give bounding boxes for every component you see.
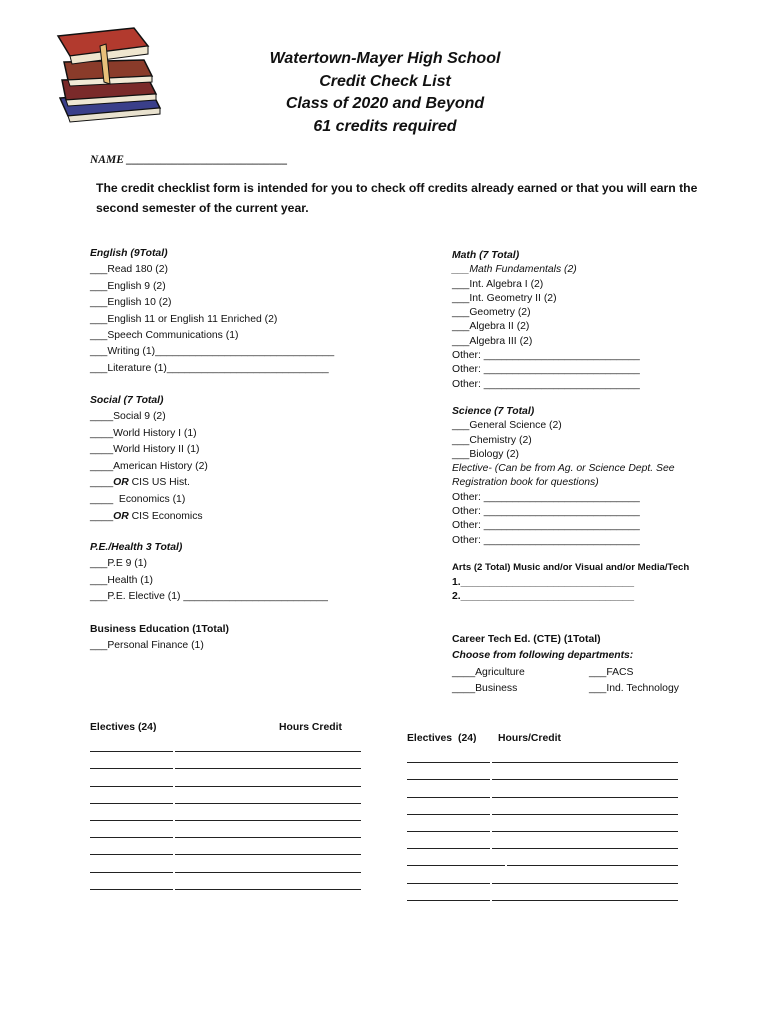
or-label: OR [113, 510, 129, 522]
elective-line [90, 858, 365, 875]
social-blank: ____ [90, 510, 114, 522]
elective-line [407, 869, 687, 886]
or-label: OR [113, 477, 129, 489]
electives-left-lines[interactable] [90, 738, 365, 893]
pe-item[interactable]: ___P.E 9 (1) [90, 558, 147, 570]
social-item[interactable]: ____American History (2) [90, 460, 208, 472]
science-heading: Science (7 Total) [452, 406, 535, 417]
elective-line [90, 841, 365, 858]
math-other[interactable]: Other: ___________________________ [452, 350, 640, 362]
pe-section [90, 540, 410, 606]
english-section [90, 246, 410, 377]
title-line-school: Watertown-Mayer High School [269, 50, 501, 67]
name-field[interactable]: NAME ____________________________ [90, 154, 288, 166]
arts-heading: Arts (2 Total) Music and/or Visual and/or Media/Tech [452, 562, 690, 573]
electives-right-lines[interactable] [407, 749, 687, 904]
social-item[interactable] [90, 475, 410, 491]
science-item[interactable]: ___Biology (2) [452, 448, 520, 460]
elective-line [407, 852, 687, 869]
elective-line [407, 818, 687, 835]
social-item-label: Economics (1) [113, 493, 186, 505]
social-item[interactable]: ____World History II (1) [90, 444, 200, 456]
social-item[interactable]: ____Social 9 (2) [90, 411, 166, 423]
elective-line [407, 887, 687, 904]
elective-line [407, 783, 687, 800]
science-item[interactable]: ___General Science (2) [452, 420, 562, 432]
electives-left [90, 720, 365, 893]
science-section [452, 405, 712, 548]
science-other[interactable]: Other: ___________________________ [452, 506, 640, 518]
business-heading: Business Education (1Total) [90, 624, 229, 635]
english-item[interactable]: ___Literature (1)____________________________ [90, 362, 329, 374]
elective-line [407, 801, 687, 818]
elective-line [407, 766, 687, 783]
social-section [90, 393, 410, 525]
title-line-credits: 61 credits required [313, 117, 457, 135]
math-item[interactable]: ___Int. Geometry II (2) [452, 292, 557, 304]
intro-text: The credit checklist form is intended for you to check off credits already earned or that you will earn the second semester of the current year. [96, 181, 698, 215]
cte-heading: Career Tech Ed. (CTE) (1Total) [452, 634, 601, 645]
elective-line [90, 807, 365, 824]
english-heading: English (9Total) [90, 248, 168, 259]
science-other[interactable]: Other: ___________________________ [452, 520, 640, 532]
electives-right-label: Electives [407, 733, 453, 744]
english-item[interactable]: ___English 9 (2) [90, 280, 166, 292]
arts-item[interactable]: 1.______________________________ [452, 576, 635, 588]
elective-line [90, 876, 365, 893]
arts-section [452, 561, 752, 605]
cte-option-agriculture[interactable]: ____Agriculture [452, 666, 525, 678]
social-item-label: CIS Economics [128, 510, 203, 522]
math-other[interactable]: Other: ___________________________ [452, 364, 640, 376]
electives-left-label: Electives (24) [90, 722, 157, 733]
elective-line [90, 738, 365, 755]
science-other[interactable]: Other: ___________________________ [452, 491, 640, 503]
math-heading: Math (7 Total) [452, 250, 520, 261]
science-elective-note: Elective- (Can be from Ag. or Science Dept. See Registration book for questions) [452, 463, 675, 489]
social-item[interactable] [90, 509, 410, 525]
pe-item[interactable]: ___P.E. Elective (1) _________________________ [90, 591, 328, 603]
social-blank: ____ [90, 477, 114, 489]
cte-option-facs[interactable]: ___FACS [589, 666, 634, 678]
elective-line [407, 749, 687, 766]
math-section [452, 249, 712, 392]
social-item[interactable]: ____World History I (1) [90, 427, 197, 439]
cte-section [452, 632, 752, 699]
elective-line [407, 835, 687, 852]
math-item[interactable]: ___Int. Algebra I (2) [452, 278, 544, 290]
cte-option-business[interactable]: ____Business [452, 683, 518, 695]
math-item[interactable]: ___Math Fundamentals (2) [452, 264, 577, 276]
books-stack-icon [48, 22, 180, 130]
electives-right-count: (24) [458, 733, 477, 744]
english-item[interactable]: ___English 11 or English 11 Enriched (2) [90, 313, 278, 325]
math-item[interactable]: ___Algebra III (2) [452, 335, 533, 347]
english-item[interactable]: ___Speech Communications (1) [90, 330, 239, 342]
elective-line [90, 772, 365, 789]
page-title [200, 48, 570, 138]
arts-item[interactable]: 2.______________________________ [452, 591, 635, 602]
science-item[interactable]: ___Chemistry (2) [452, 434, 532, 446]
math-item[interactable]: ___Geometry (2) [452, 307, 531, 319]
english-item[interactable]: ___Read 180 (2) [90, 264, 168, 276]
title-line-list: Credit Check List [319, 72, 451, 90]
social-blank: ____ [90, 493, 114, 505]
elective-line [90, 790, 365, 807]
cte-option-ind-tech[interactable]: ___Ind. Technology [589, 683, 679, 695]
elective-line [90, 755, 365, 772]
english-item[interactable]: ___Writing (1)_______________________________ [90, 346, 335, 358]
title-line-class: Class of 2020 and Beyond [285, 95, 485, 112]
electives-right [407, 731, 687, 904]
social-item-label: CIS US Hist. [128, 477, 190, 489]
english-item[interactable]: ___English 10 (2) [90, 297, 172, 309]
cte-subheading: Choose from following departments: [452, 650, 634, 662]
electives-right-hours-label: Hours/Credit [498, 733, 561, 744]
business-section [90, 622, 410, 655]
math-other[interactable]: Other: ___________________________ [452, 378, 640, 390]
social-item[interactable] [90, 492, 410, 508]
math-item[interactable]: ___Algebra II (2) [452, 321, 530, 333]
social-heading: Social (7 Total) [90, 395, 164, 406]
elective-line [90, 824, 365, 841]
business-item[interactable]: ___Personal Finance (1) [90, 640, 204, 652]
pe-heading: P.E./Health 3 Total) [90, 542, 183, 553]
science-other[interactable]: Other: ___________________________ [452, 534, 640, 546]
pe-item[interactable]: ___Health (1) [90, 574, 153, 586]
electives-left-hours-label: Hours Credit [279, 722, 342, 733]
